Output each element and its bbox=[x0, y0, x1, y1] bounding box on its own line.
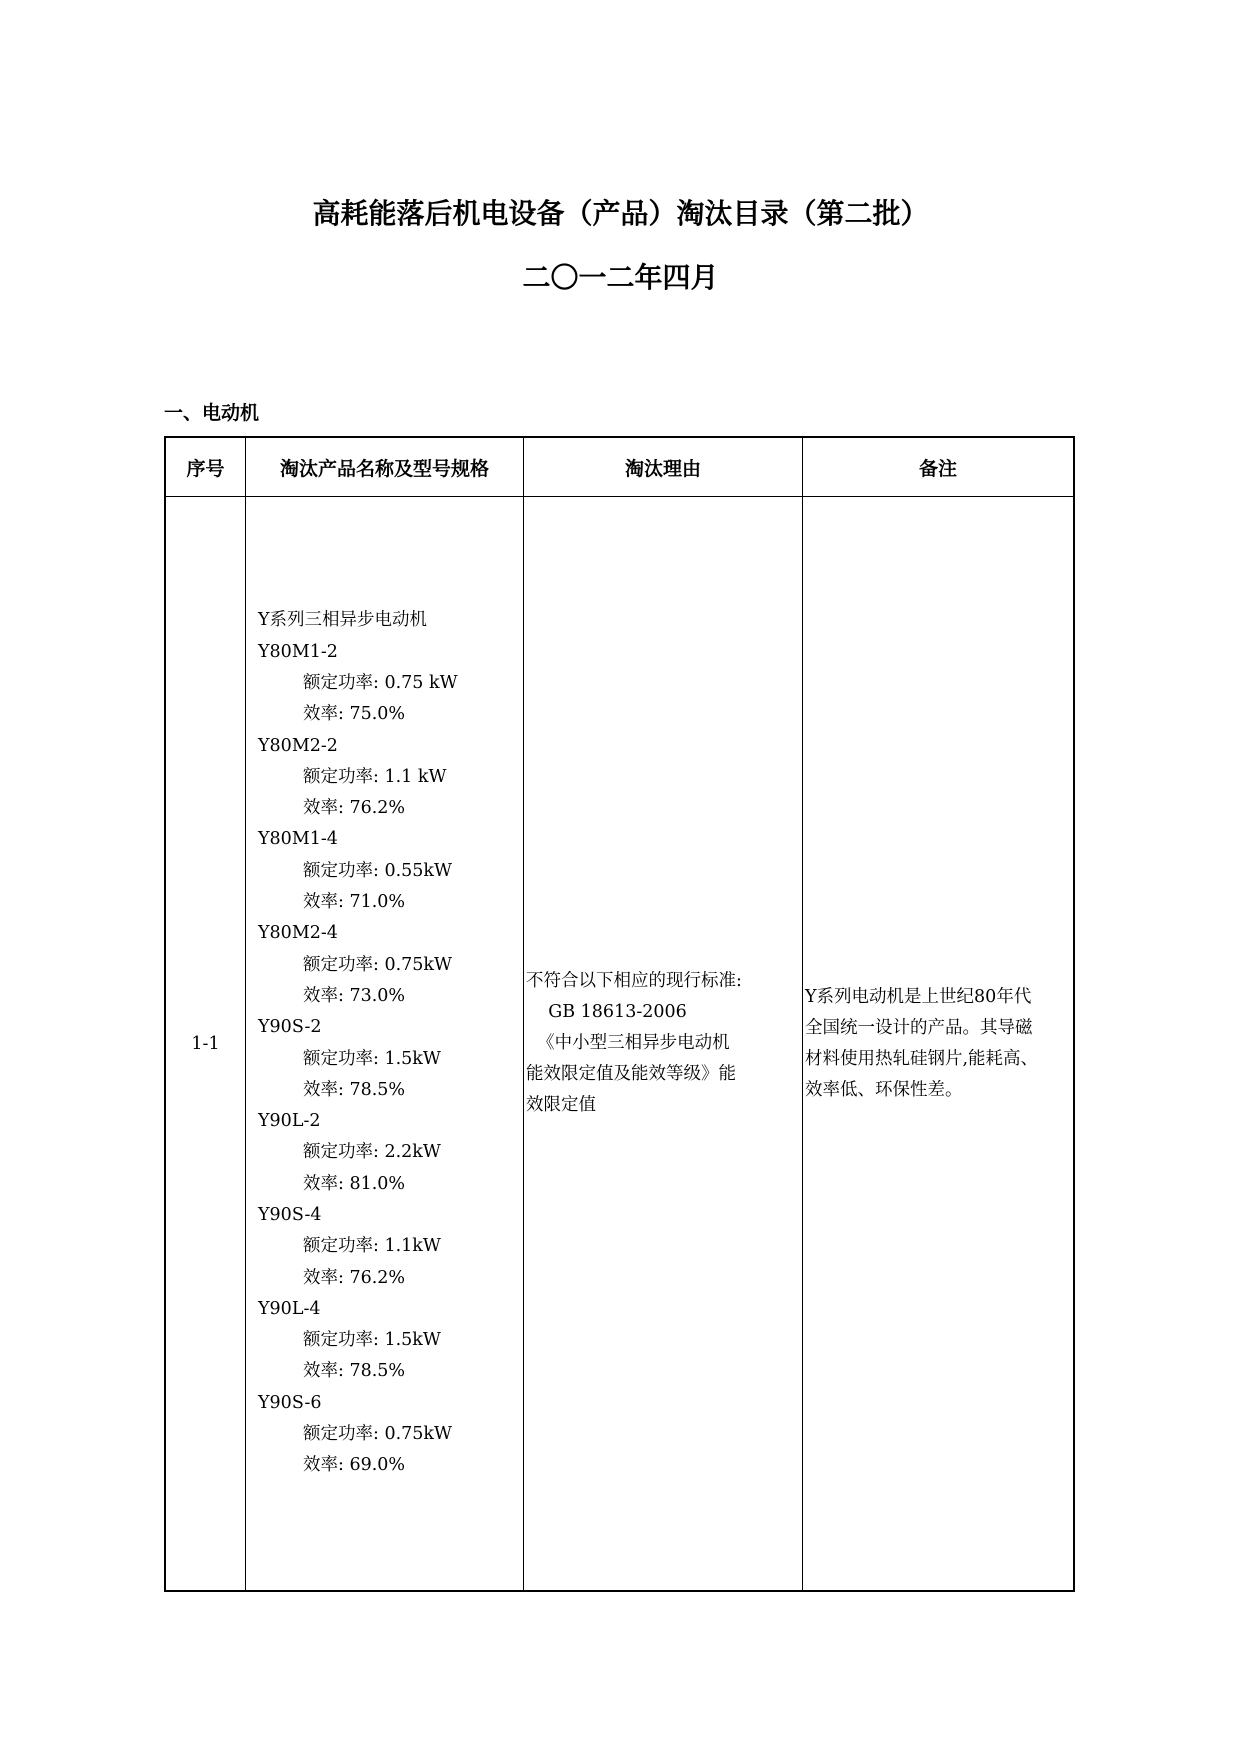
reason-line: GB 18613-2006 bbox=[526, 1002, 687, 1022]
section-heading: 一、电动机 bbox=[164, 402, 260, 424]
rated-power: 额定功率: 0.75kW bbox=[303, 954, 453, 975]
remark-cell bbox=[803, 497, 1075, 1592]
product-cell bbox=[246, 497, 524, 1592]
product-name: Y系列三相异步电动机 bbox=[258, 610, 428, 631]
efficiency: 效率: 78.5% bbox=[303, 1361, 406, 1382]
efficiency: 效率: 76.2% bbox=[303, 798, 406, 819]
table-header-row bbox=[165, 437, 1074, 497]
efficiency: 效率: 78.5% bbox=[303, 1079, 406, 1100]
model-list bbox=[258, 637, 523, 1482]
rated-power: 额定功率: 1.1kW bbox=[303, 1236, 441, 1257]
row-no: 1-1 bbox=[165, 497, 246, 1592]
header-reason: 淘汰理由 bbox=[524, 437, 803, 497]
rated-power: 额定功率: 1.1 kW bbox=[303, 766, 447, 787]
elimination-table bbox=[164, 436, 1075, 1592]
model-code: Y90S-6 bbox=[258, 1392, 322, 1413]
efficiency: 效率: 76.2% bbox=[303, 1267, 406, 1288]
reason-line: 不符合以下相应的现行标准: bbox=[526, 971, 742, 991]
remark-line: 全国统一设计的产品。其导磁 bbox=[805, 1017, 1033, 1038]
rated-power: 额定功率: 2.2kW bbox=[303, 1142, 441, 1163]
model-code: Y90L-2 bbox=[258, 1111, 321, 1132]
reason-line: 效限定值 bbox=[526, 1095, 596, 1115]
header-product: 淘汰产品名称及型号规格 bbox=[246, 437, 524, 497]
document-date: 二〇一二年四月 bbox=[522, 261, 719, 294]
rated-power: 额定功率: 0.75kW bbox=[303, 1424, 453, 1445]
rated-power: 额定功率: 1.5kW bbox=[303, 1048, 441, 1069]
reason-line: 能效限定值及能效等级》能 bbox=[526, 1064, 736, 1084]
header-no: 序号 bbox=[165, 437, 246, 497]
remark-line: 材料使用热轧硅钢片,能耗高、 bbox=[805, 1048, 1039, 1069]
header-remark: 备注 bbox=[803, 437, 1075, 497]
efficiency: 效率: 69.0% bbox=[303, 1455, 406, 1476]
model-code: Y80M2-4 bbox=[258, 923, 338, 944]
model-code: Y90L-4 bbox=[258, 1298, 321, 1319]
reason-cell bbox=[524, 497, 803, 1592]
efficiency: 效率: 81.0% bbox=[303, 1173, 406, 1194]
table-row bbox=[165, 497, 1074, 1592]
model-code: Y80M2-2 bbox=[258, 735, 338, 756]
rated-power: 额定功率: 0.75 kW bbox=[303, 672, 458, 693]
rated-power: 额定功率: 0.55kW bbox=[303, 860, 453, 881]
model-code: Y90S-4 bbox=[258, 1204, 322, 1225]
efficiency: 效率: 71.0% bbox=[303, 892, 406, 913]
model-code: Y80M1-4 bbox=[258, 829, 338, 850]
rated-power: 额定功率: 1.5kW bbox=[303, 1330, 441, 1351]
model-code: Y90S-2 bbox=[258, 1017, 322, 1038]
remark-line: 效率低、环保性差。 bbox=[805, 1079, 963, 1100]
model-code: Y80M1-2 bbox=[258, 641, 338, 662]
efficiency: 效率: 73.0% bbox=[303, 985, 406, 1006]
document-title: 高耗能落后机电设备（产品）淘汰目录（第二批） bbox=[312, 197, 929, 230]
reason-line: 《中小型三相异步电动机 bbox=[526, 1033, 730, 1053]
remark-line: Y系列电动机是上世纪80年代 bbox=[805, 986, 1032, 1007]
efficiency: 效率: 75.0% bbox=[303, 704, 406, 725]
